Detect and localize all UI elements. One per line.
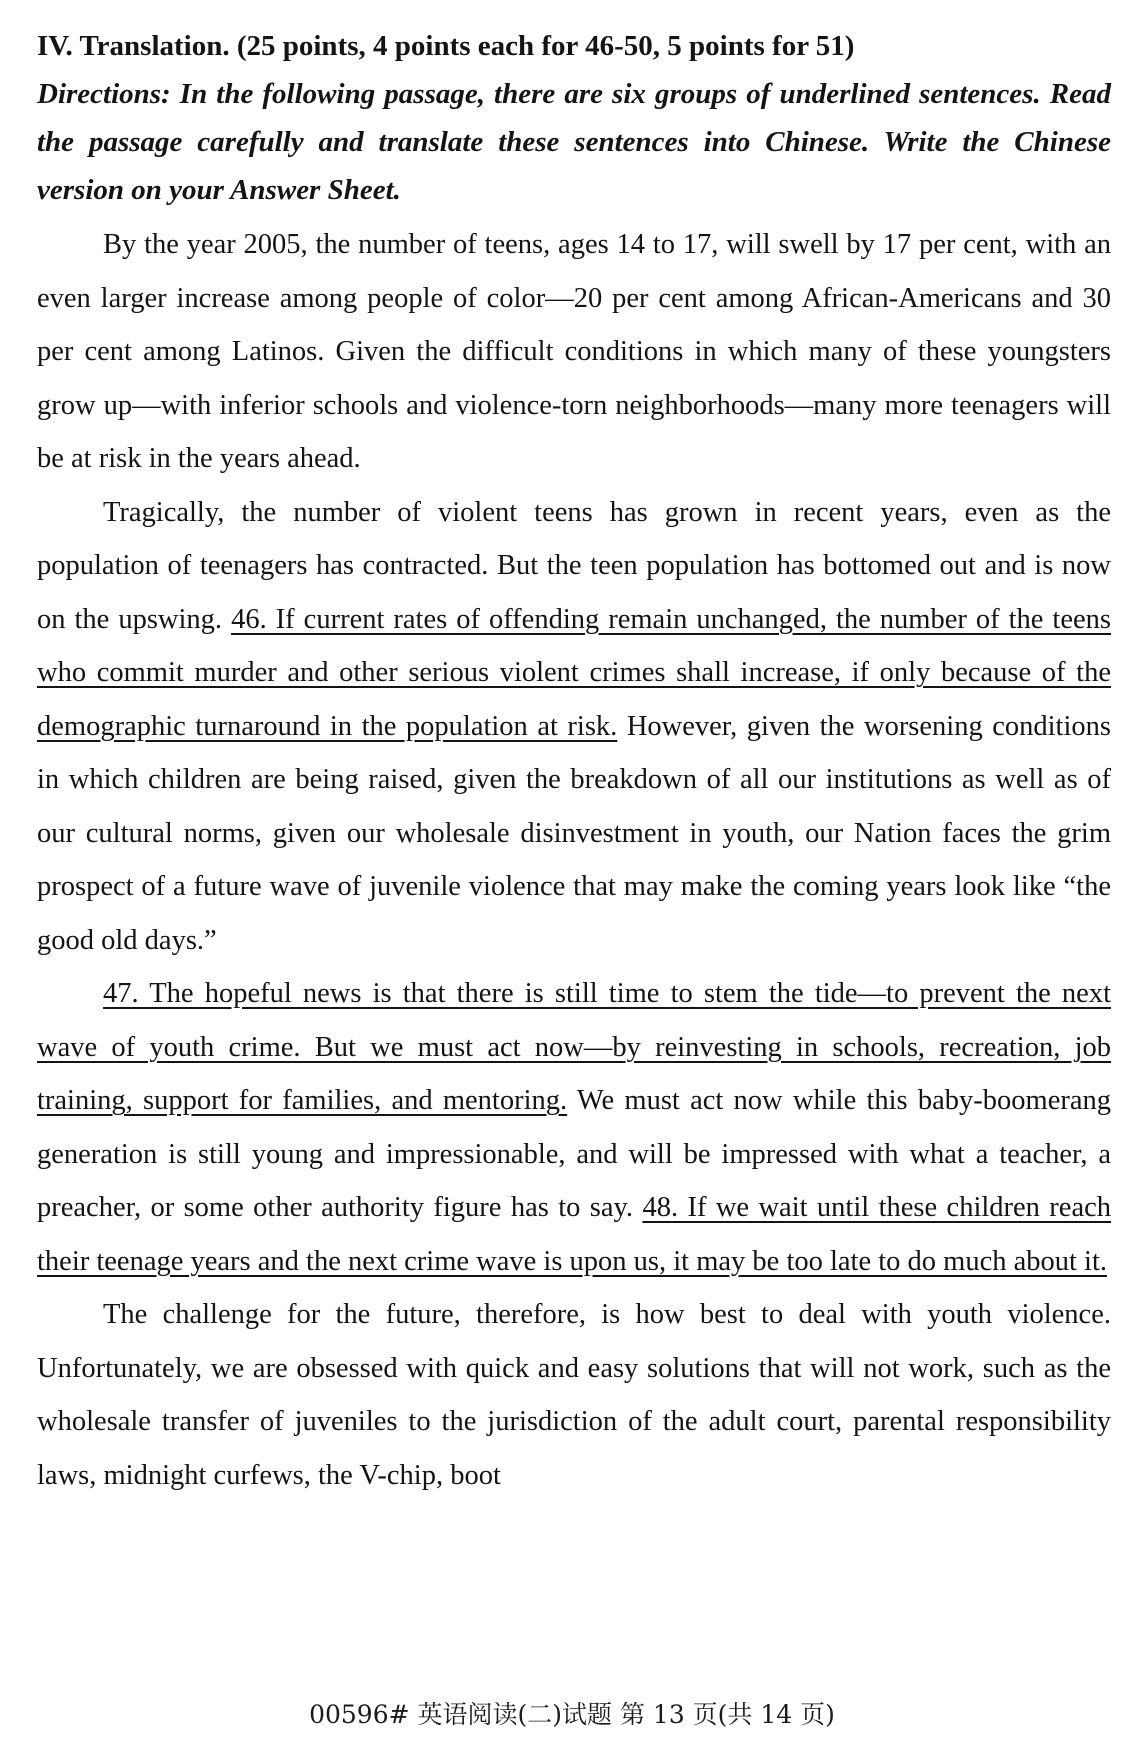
paragraph-2-rest: However, given the worsening conditions in which children are being raised, given the breakdown of all our institutions as well as of our cultural norms, given our wholesale disinvestment in youth, our Nation faces the grim prospect of a future wave of juvenile violence that may make the coming years look like “the good old days.” xyxy=(37,710,1111,956)
passage-paragraph-3 xyxy=(37,967,1111,1288)
passage-paragraph-1: By the year 2005, the number of teens, ages 14 to 17, will swell by 17 per cent, with an even larger increase among people of color—20 per cent among African-Americans and 30 per cent among Latinos. Given the difficult conditions in which many of these youngsters grow up—with inferior schools and violence-torn neighborhoods—many more teenagers will be at risk in the years ahead. xyxy=(37,229,1111,474)
directions-text: Directions: In the following passage, there are six groups of underlined sentences. Read the passage carefully and translate these sentences into Chinese. Write the Chinese version on your Answer Sheet. xyxy=(37,78,1111,206)
page-footer: 00596# 英语阅读(二)试题 第 13 页(共 14 页) xyxy=(309,1700,835,1729)
passage-paragraph-4: The challenge for the future, therefore, is how best to deal with youth violence. Unfortunately, we are obsessed with quick and easy solutions that will not work, such as the wholesale transfer of juveniles to the jurisdiction of the adult court, parental responsibility laws, midnight curfews, the V-chip, boot xyxy=(37,1299,1111,1491)
exam-page xyxy=(37,22,1111,1502)
paragraph-3-middle: We must act now while this baby-boomerang generation is still young and impressionable, and will be impressed with what a teacher, a preacher, or some other authority figure has to say. xyxy=(37,1085,1112,1223)
underlined-sentence-46: 46. If current rates of offending remain unchanged, the number of the teens who commit murder and other serious violent crimes shall increase, if only because of the demographic turnaround in the population at risk. xyxy=(37,603,1111,742)
paragraph-2-intro: Tragically, the number of violent teens has grown in recent years, even as the population of teenagers has contracted. But the teen population has bottomed out and is now on the upswing. xyxy=(37,496,1111,635)
underlined-sentence-47: 47. The hopeful news is that there is still time to stem the tide—to prevent the next wave of youth crime. But we must act now—by reinvesting in schools, recreation, job training, support for families, and mentoring. xyxy=(37,978,1111,1116)
underlined-sentence-48: 48. If we wait until these children reach their teenage years and the next crime wave is upon us, it may be too late to do much about it. xyxy=(37,1192,1111,1277)
section-heading: IV. Translation. (25 points, 4 points each for 46-50, 5 points for 51) xyxy=(37,30,855,62)
passage-paragraph-2 xyxy=(37,486,1111,968)
